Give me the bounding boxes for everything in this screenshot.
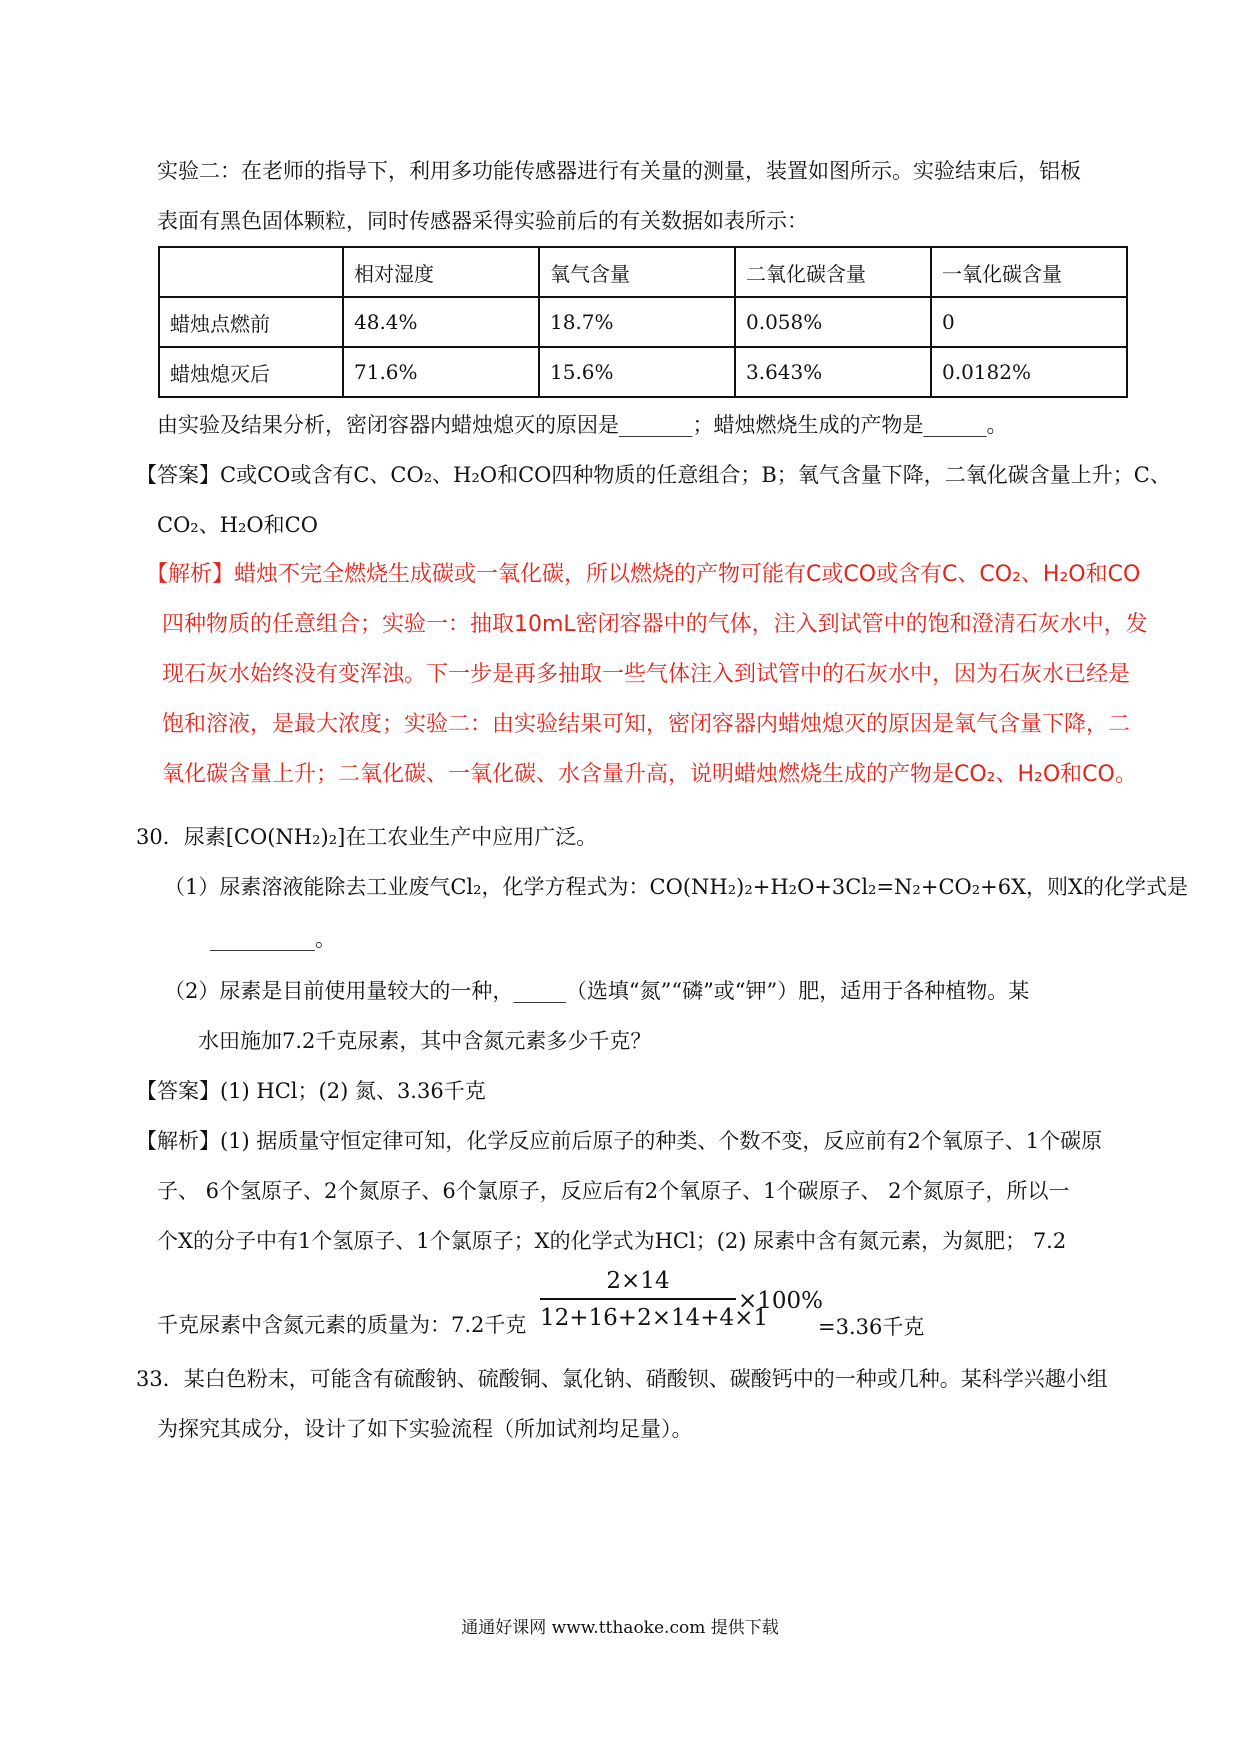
analysis29-line5: 氧化碳含量上升；二氧化碳、一氧化碳、水含量升高，说明蜡烛燃烧生成的产物是CO₂、H₂O和CO。 <box>162 762 1137 787</box>
analysis30-line4-prefix: 千克尿素中含氮元素的质量为：7.2千克 <box>157 1313 527 1337</box>
table-header-cell: 相对湿度 <box>343 247 539 297</box>
table-cell: 3.643% <box>735 347 931 397</box>
analysis29-line4: 饱和溶液，是最大浓度；实验二：由实验结果可知，密闭容器内蜡烛熄灭的原因是氧气含量下降，二 <box>162 712 1131 737</box>
q30-part2-line2: 水田施加7.2千克尿素，其中含氮元素多少千克？ <box>198 1029 652 1053</box>
analysis30-line2: 子、 6个氢原子、2个氮原子、6个氯原子，反应后有2个氧原子、1个碳原子、 2个氮原子，所以一 <box>157 1179 1070 1203</box>
table-cell: 48.4% <box>343 297 539 347</box>
table-cell: 0 <box>931 297 1127 347</box>
fraction-bar <box>540 1298 736 1300</box>
table-header-cell: 二氧化碳含量 <box>735 247 931 297</box>
exp2-text-line2: 表面有黑色固体颗粒，同时传感器采得实验前后的有关数据如表所示： <box>157 209 808 233</box>
analysis-question: 由实验及结果分析，密闭容器内蜡烛熄灭的原因是_______；蜡烛燃烧生成的产物是______。 <box>157 413 1008 437</box>
table-cell: 18.7% <box>539 297 735 347</box>
table-header-cell: 氧气含量 <box>539 247 735 297</box>
table-header-cell <box>159 247 343 297</box>
fraction-numerator: 2×14 <box>606 1268 670 1294</box>
measurement-table <box>158 246 1128 398</box>
page-footer: 通通好课网 www.tthaoke.com 提供下载 <box>461 1618 779 1638</box>
table-row <box>159 297 1127 347</box>
q30-part1-line1: （1）尿素溶液能除去工业废气Cl₂，化学方程式为：CO(NH₂)₂+H₂O+3Cl₂=N₂+CO₂+6X，则X的化学式是 <box>164 875 1189 899</box>
answer30: 【答案】(1) HCl；(2) 氮、3.36千克 <box>136 1079 486 1103</box>
table-cell: 蜡烛熄灭后 <box>159 347 343 397</box>
fraction-multiplier: ×100% <box>738 1288 824 1314</box>
q33-line2: 为探究其成分，设计了如下实验流程（所加试剂均足量）。 <box>157 1417 693 1441</box>
q30-part2-line1: （2）尿素是目前使用量较大的一种，_____（选填“氮”“磷”或“钾”）肥，适用于各种植物。某 <box>164 979 1030 1003</box>
q30-part1-line2: __________。 <box>210 927 336 951</box>
mass-fraction-formula <box>540 1266 769 1333</box>
answer29-line2: CO₂、H₂O和CO <box>157 513 318 537</box>
answer29-line1: 【答案】C或CO或含有C、CO₂、H₂O和CO四种物质的任意组合；B；氧气含量下降，二氧化碳含量上升；C、 <box>136 463 1171 487</box>
table-cell: 0.0182% <box>931 347 1127 397</box>
table-row <box>159 347 1127 397</box>
q30-title: 30．尿素[CO(NH₂)₂]在工农业生产中应用广泛。 <box>136 825 598 849</box>
q33-line1: 33．某白色粉末，可能含有硫酸钠、硫酸铜、氯化钠、硝酸钡、碳酸钙中的一种或几种。某科学兴趣小组 <box>136 1367 1108 1391</box>
table-header-cell: 一氧化碳含量 <box>931 247 1127 297</box>
fraction-denominator: 12+16+2×14+4×1 <box>540 1305 769 1331</box>
analysis30-line1: 【解析】(1) 据质量守恒定律可知，化学反应前后原子的种类、个数不变，反应前有2个氧原子、1个碳原 <box>136 1129 1103 1153</box>
exp2-text-line1: 实验二：在老师的指导下，利用多功能传感器进行有关量的测量，装置如图所示。实验结束后，铝板 <box>157 159 1081 183</box>
table-cell: 蜡烛点燃前 <box>159 297 343 347</box>
table-cell: 71.6% <box>343 347 539 397</box>
table-cell: 0.058% <box>735 297 931 347</box>
table-cell: 15.6% <box>539 347 735 397</box>
analysis30-line4-suffix: =3.36千克 <box>818 1315 925 1339</box>
analysis29-line1: 【解析】蜡烛不完全燃烧生成碳或一氧化碳，所以燃烧的产物可能有C或CO或含有C、CO₂、H₂O和CO <box>146 562 1141 587</box>
analysis29-line3: 现石灰水始终没有变浑浊。下一步是再多抽取一些气体注入到试管中的石灰水中，因为石灰水已经是 <box>162 662 1131 687</box>
analysis29-line2: 四种物质的任意组合；实验一：抽取10mL密闭容器中的气体，注入到试管中的饱和澄清石灰水中，发 <box>162 612 1148 637</box>
analysis30-line3: 个X的分子中有1个氢原子、1个氯原子；X的化学式为HCl；(2) 尿素中含有氮元素，为氮肥； 7.2 <box>157 1229 1067 1253</box>
table-header-row <box>159 247 1127 297</box>
